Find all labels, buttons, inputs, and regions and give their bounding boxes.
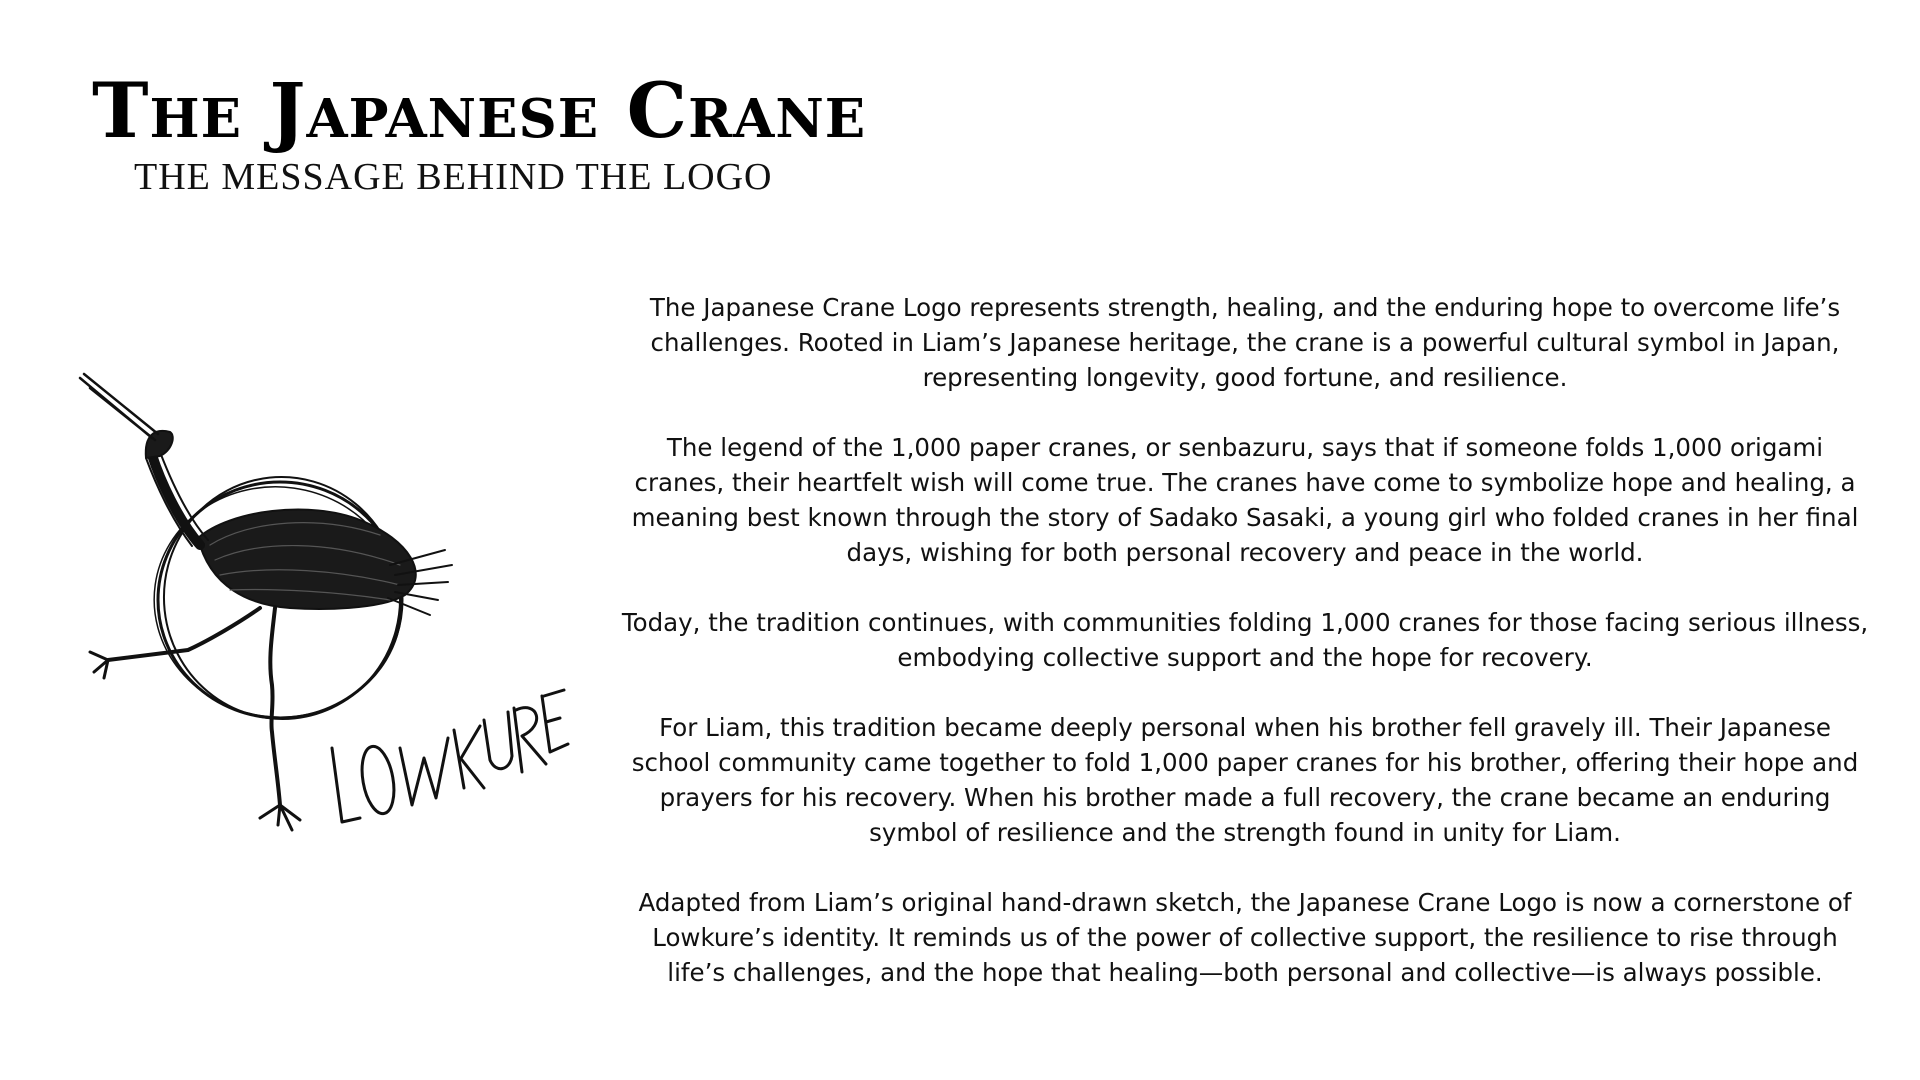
paragraph-5: Adapted from Liam’s original hand-drawn sketch, the Japanese Crane Logo is now a cornerstone of Lowkure’s identity. It reminds us of the power of collective support, the resilience to rise through life’s challenges, and the hope that healing—both personal and collective—is always possible. (638, 888, 1852, 987)
logo-story-text (620, 290, 1870, 990)
paragraph-2: The legend of the 1,000 paper cranes, or senbazuru, says that if someone folds 1,000 origami cranes, their heartfelt wish will come true. The cranes have come to symbolize hope and healing, a meaning best known through the story of Sadako Sasaki, a young girl who folded cranes in her final days, wishing for both personal recovery and peace in the world. (631, 433, 1859, 567)
page-title: The Japanese Crane (92, 66, 867, 155)
crane-sketch-icon (80, 374, 452, 830)
lowkure-wordmark (332, 690, 568, 822)
page-subtitle: THE MESSAGE BEHIND THE LOGO (134, 156, 773, 198)
paragraph-3: Today, the tradition continues, with communities folding 1,000 cranes for those facing serious illness, embodying collective support and the hope for recovery. (621, 608, 1869, 672)
paragraph-4: For Liam, this tradition became deeply personal when his brother fell gravely ill. Their Japanese school community came together to fold 1,000 paper cranes for his brother, offering their hope and prayers for his recovery. When his brother made a full recovery, the crane became an enduring symbol of resilience and the strength found in unity for Liam. (631, 713, 1859, 847)
lowkure-crane-logo (60, 360, 580, 840)
paragraph-1: The Japanese Crane Logo represents strength, healing, and the enduring hope to overcome life’s challenges. Rooted in Liam’s Japanese heritage, the crane is a powerful cultural symbol in Japan, representing longevity, good fortune, and resilience. (649, 293, 1841, 392)
